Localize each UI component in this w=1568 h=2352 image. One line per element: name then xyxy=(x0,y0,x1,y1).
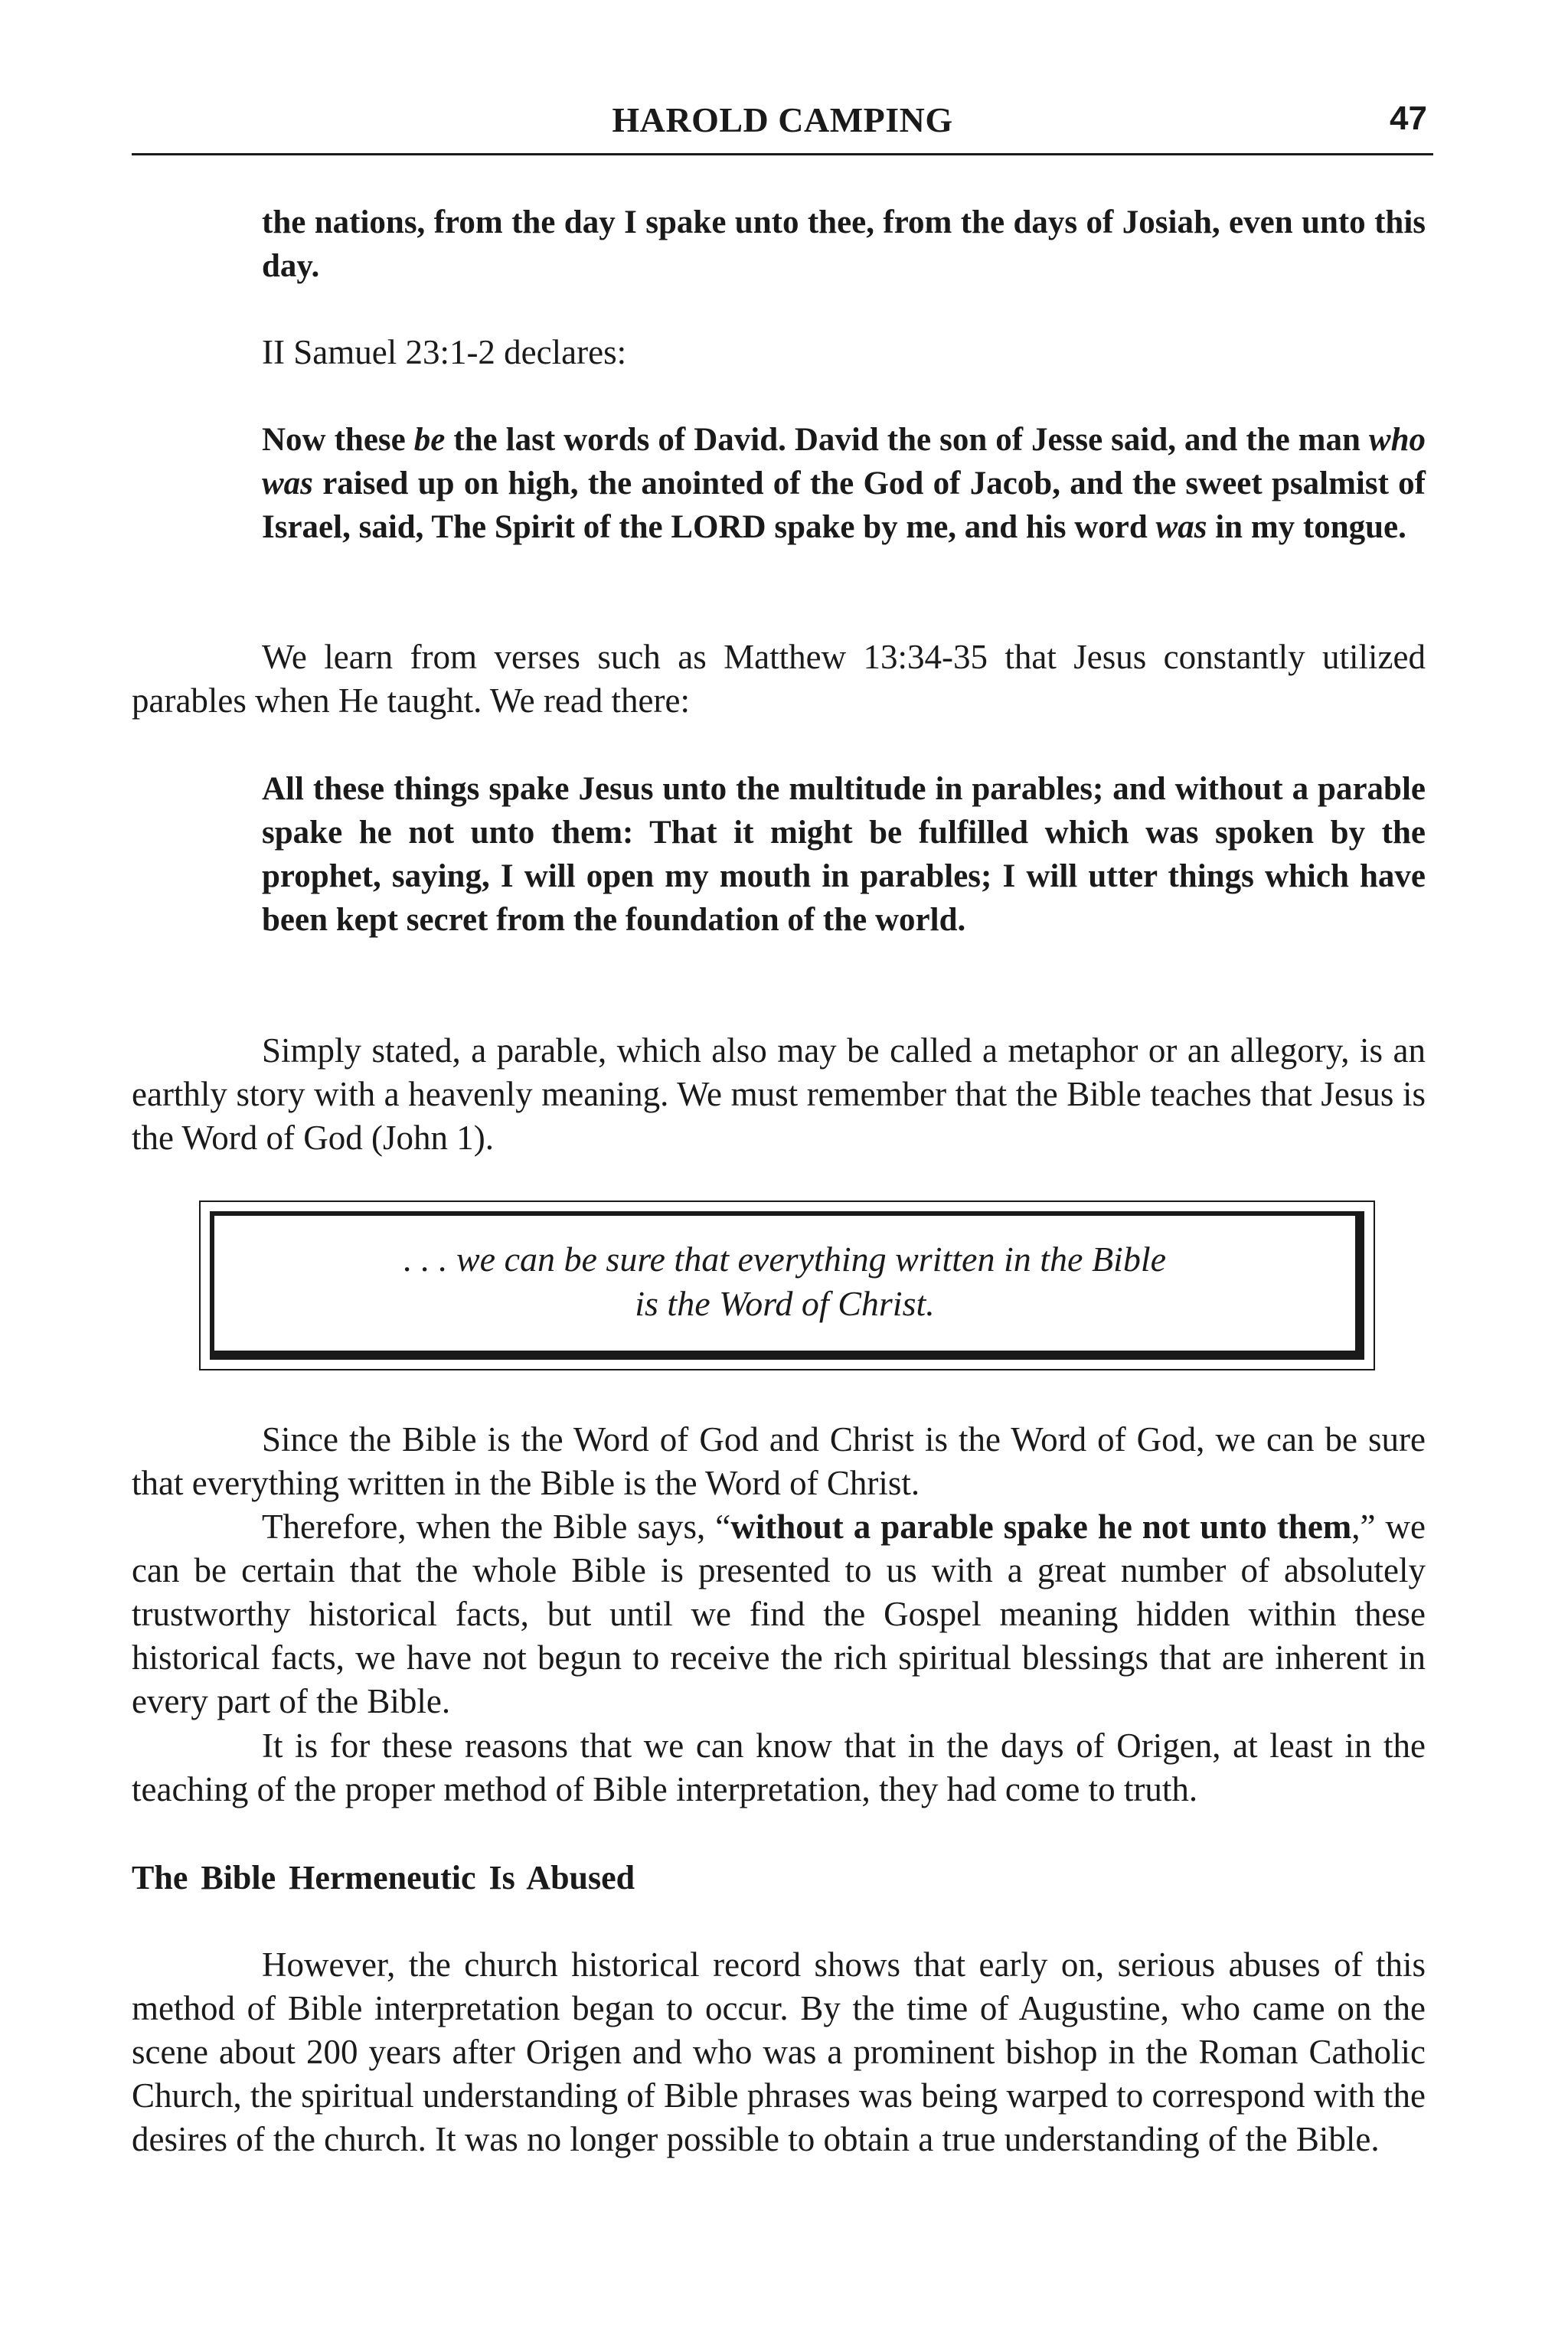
text-run: in my tongue. xyxy=(1207,509,1406,545)
scripture-quote-samuel xyxy=(262,418,1426,549)
pull-quote-text xyxy=(214,1237,1355,1326)
scripture-quote-matthew: All these things spake Jesus unto the multitude in parables; and without a parable spake he not unto them: That it might be fulfilled which was spoken by the prophet, saying, I will open my mouth in parables; I will utter things which have been kept secret from the foundation of the world. xyxy=(262,771,1426,938)
paragraph-parables: We learn from verses such as Matthew 13:34-35 that Jesus constantly utilized parables when He taught. We read there: xyxy=(132,638,1426,720)
text-run: raised up on high, the anointed of the God of Jacob, and the sweet psalmist of Israel, said, The Spirit of the LORD spake by me, and his word xyxy=(262,466,1426,545)
paragraph-since: Since the Bible is the Word of God and Christ is the Word of God, we can be sure that everything written in the Bible is the Word of Christ. xyxy=(132,1420,1426,1502)
text-run: the last words of David. David the son of Jesse said, and the man xyxy=(445,422,1369,458)
pull-quote-line-2: is the Word of Christ. xyxy=(635,1284,935,1323)
pull-quote-line-1: . . . we can be sure that everything written in the Bible xyxy=(403,1240,1167,1279)
scripture-quote-jeremiah: the nations, from the day I spake unto thee, from the days of Josiah, even unto this day. xyxy=(262,204,1426,284)
paragraph-however: However, the church historical record shows that early on, serious abuses of this method of Bible interpretation began to occur. By the time of Augustine, who came on the scene about 200 years after Origen and who was a prominent bishop in the Roman Catholic Church, the spiritual understanding of Bible phrases was being warped to correspond with the desires of the church. It was no longer possible to obtain a true understanding of the Bible. xyxy=(132,1945,1426,2158)
paragraph-simply-stated: Simply stated, a parable, which also may be called a metaphor or an allegory, is an earthly story with a heavenly meaning. We must remember that the Bible teaches that Jesus is the Word of God (John 1). xyxy=(132,1031,1426,1157)
text-run: be xyxy=(413,422,446,458)
text-run: was xyxy=(1155,509,1207,545)
text-run: Therefore, when the Bible says, “ xyxy=(262,1508,731,1546)
text-run: ,” we can be certain that the whole Bible is presented to us with a great number of absolutely trustworthy historical facts, but until we find the Gospel meaning hidden within these historical facts, we have not begun to receive the rich spiritual blessings that are inherent in every part of the Bible. xyxy=(132,1508,1426,1720)
text-run: Now these xyxy=(262,422,414,458)
pull-quote-box xyxy=(199,1200,1375,1370)
text-run: who was xyxy=(262,422,1426,501)
section-heading: The Bible Hermeneutic Is Abused xyxy=(132,1859,635,1896)
paragraph-therefore xyxy=(132,1505,1426,1723)
samuel-intro-line: II Samuel 23:1-2 declares: xyxy=(262,333,627,371)
running-header xyxy=(132,98,1433,155)
text-run: without a parable spake he not unto them xyxy=(730,1508,1352,1546)
pull-quote-frame xyxy=(210,1211,1364,1360)
running-title: HAROLD CAMPING xyxy=(612,100,953,139)
page-number: 47 xyxy=(1390,100,1427,137)
paragraph-origen: It is for these reasons that we can know that in the days of Origen, at least in the teaching of the proper method of Bible interpretation, they had come to truth. xyxy=(132,1726,1426,1808)
